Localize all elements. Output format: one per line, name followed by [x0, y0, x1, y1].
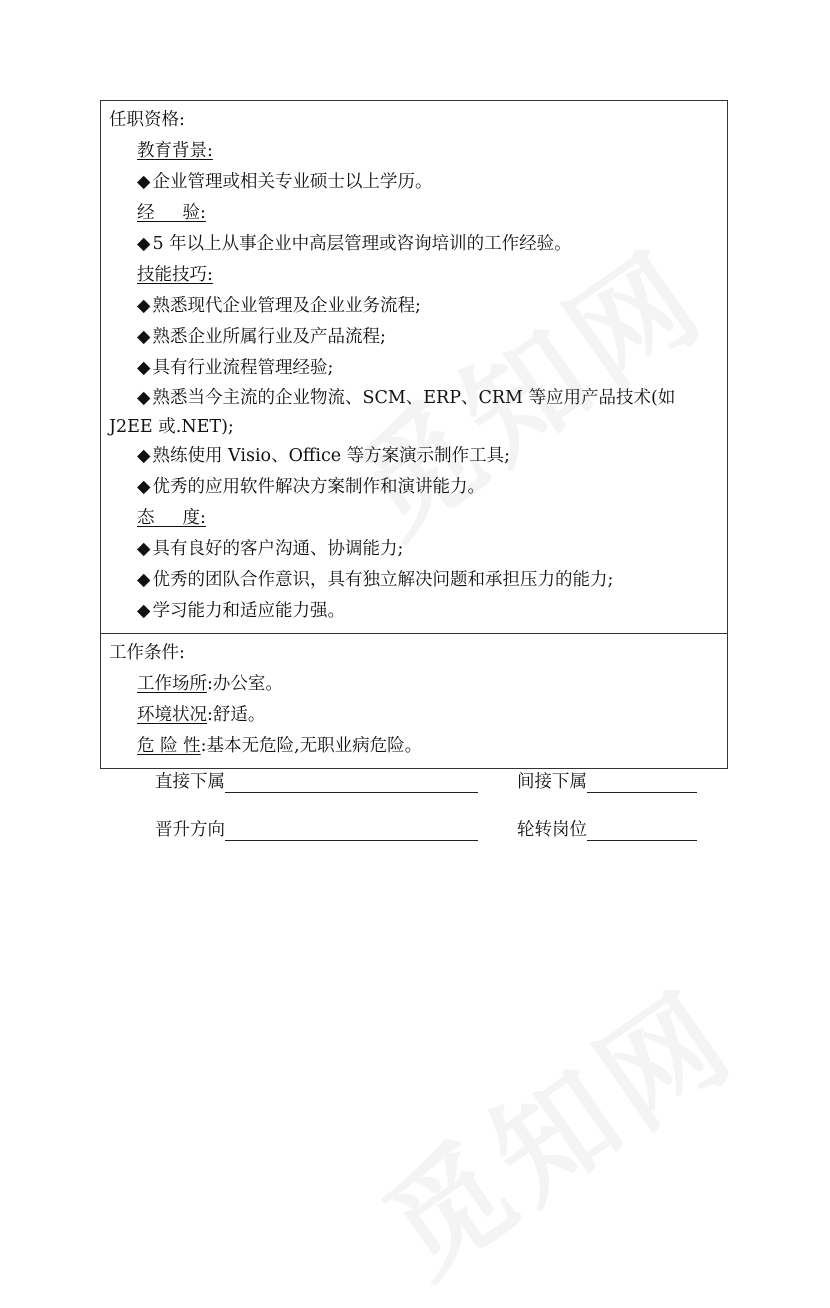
footer-row	[155, 768, 715, 798]
indirect-reports-field	[517, 768, 697, 793]
workplace-row	[109, 669, 719, 700]
list-item: ◆ 优秀的团队合作意识，具有独立解决问题和承担压力的能力;	[109, 565, 719, 596]
environment-label: 环境状况	[137, 705, 207, 725]
qualifications-cell	[101, 101, 728, 634]
education-label: 教育背景:	[137, 141, 213, 161]
hazard-value: :基本无危险,无职业病危险。	[200, 736, 423, 756]
list-item: ◆ 熟悉企业所属行业及产品流程;	[109, 322, 719, 353]
direct-reports-label: 直接下属	[155, 772, 225, 792]
hazard-row	[109, 731, 719, 762]
list-item: ◆ 熟悉现代企业管理及企业业务流程;	[109, 291, 719, 322]
list-item: ◆ 学习能力和适应能力强。	[109, 596, 719, 627]
skills-label: 技能技巧:	[137, 265, 213, 285]
promotion-field	[155, 816, 478, 841]
job-description-table	[100, 100, 728, 769]
indirect-reports-blank[interactable]	[587, 772, 697, 793]
footer-row	[155, 816, 715, 846]
list-item: ◆ 企业管理或相关专业硕士以上学历。	[109, 167, 719, 198]
rotation-field	[517, 816, 697, 841]
watermark	[346, 944, 764, 1308]
rotation-label: 轮转岗位	[517, 820, 587, 840]
direct-reports-blank[interactable]	[225, 772, 478, 793]
hazard-label: 危 险 性	[137, 736, 201, 756]
indirect-reports-label: 间接下属	[517, 772, 587, 792]
list-item: ◆ 具有行业流程管理经验;	[109, 353, 719, 384]
list-item: ◆ 熟练使用 Visio、Office 等方案演示制作工具;	[109, 441, 719, 472]
experience-label: 经验:	[137, 203, 206, 223]
promotion-blank[interactable]	[225, 820, 478, 841]
promotion-label: 晋升方向	[155, 820, 225, 840]
list-item: ◆ 优秀的应用软件解决方案制作和演讲能力。	[109, 472, 719, 503]
workplace-label: 工作场所	[137, 674, 207, 694]
workplace-value: :办公室。	[207, 674, 283, 694]
direct-reports-field	[155, 768, 478, 793]
conditions-title: 工作条件:	[109, 643, 185, 663]
list-item: ◆ 具有良好的客户沟通、协调能力;	[109, 534, 719, 565]
environment-value: :舒适。	[207, 705, 266, 725]
attitude-label: 态度:	[137, 508, 206, 528]
qualifications-title: 任职资格:	[109, 110, 185, 130]
list-item: ◆ 5 年以上从事企业中高层管理或咨询培训的工作经验。	[109, 229, 719, 260]
conditions-cell	[101, 634, 728, 769]
environment-row	[109, 700, 719, 731]
list-item: ◆ 熟悉当今主流的企业物流、SCM、ERP、CRM 等应用产品技术(如 J2EE 或.NET);	[109, 384, 719, 441]
rotation-blank[interactable]	[587, 820, 697, 841]
